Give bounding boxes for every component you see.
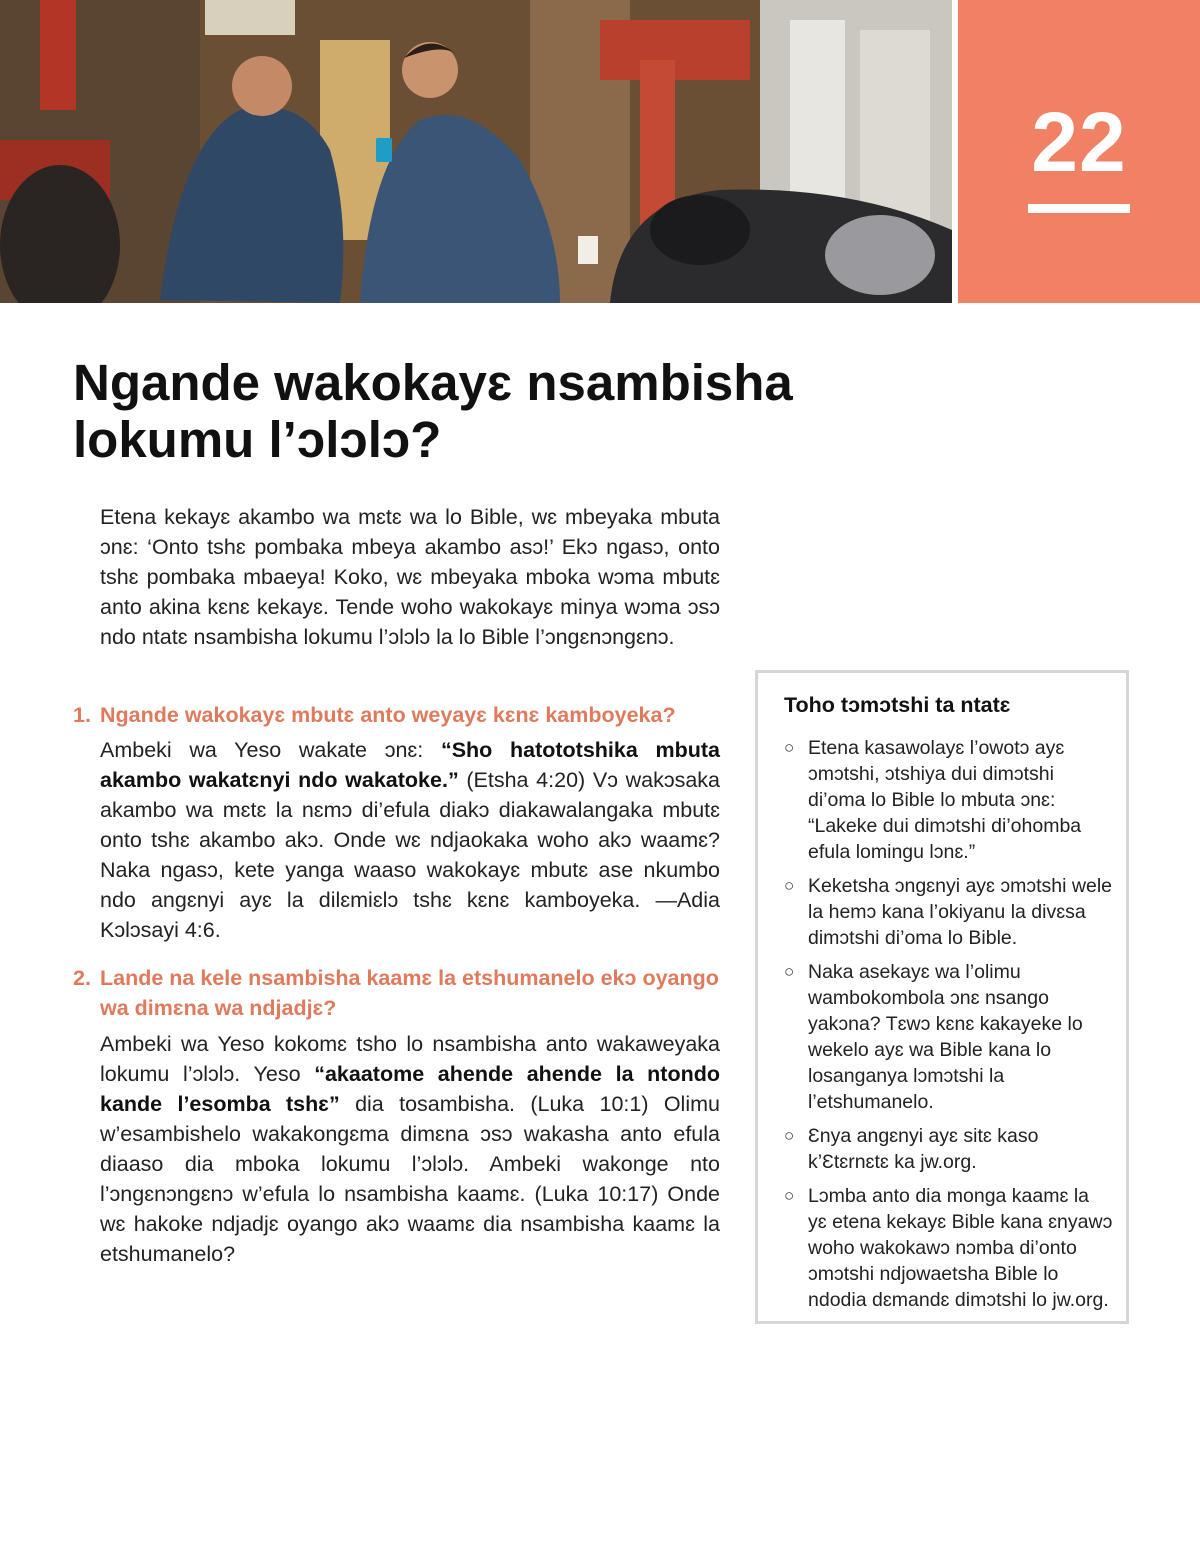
question-1-text: Ngande wakokayɛ mbutɛ anto weyayɛ kɛnɛ kamboyeka? [100,703,676,727]
page-title: Ngande wakokayɛ nsambisha lokumu l’ɔlɔlɔ? [73,354,793,468]
sidebar-list [784,735,1113,1321]
question-1 [73,700,720,730]
sidebar-item-text: Etena kasawolayɛ l’owotɔ ayɛ ɔmɔtshi, ɔtshiya dui dimɔtshi di’oma lo Bible lo mbuta ɔnɛ: “Lakeke dui dimɔtshi di’ohomba efula lomingu lɔnɛ.” [808,737,1082,863]
question-2-text: Lande na kele nsambisha kaamɛ la etshumanelo ekɔ oyango wa dimɛna wa ndjadjɛ? [100,966,719,1020]
answer-2-text-after: dia tosambisha. (Luka 10:1) Olimu w’esambishelo wakakongɛma dimɛna ɔsɔ wakasha anto efula diaaso dia mboka lokumu l’ɔlɔlɔ. Ambeki wakonge nto l’ɔngɛnɔngɛnɔ w’efula lo nsambisha kaamɛ. (Luka 10:17) Onde wɛ hakoke ndjadjɛ oyango akɔ waamɛ dia nsambisha kaamɛ la etshumanelo? [100,1092,720,1266]
bullet-circle-icon: ○ [784,962,795,981]
answer-2-text-before: Ambeki wa Yeso kokomɛ tsho lo nsambisha anto wakaweyaka lokumu l’ɔlɔlɔ. Yeso [100,1032,720,1086]
intro-paragraph: Etena kekayɛ akambo wa mɛtɛ wa lo Bible, wɛ mbeyaka mbuta ɔnɛ: ‘Onto tshɛ pombaka mbeya akambo asɔ!’ Ekɔ ngasɔ, onto tshɛ pombaka mbaeya! Koko, wɛ mbeyaka mboka wɔma mbutɛ anto akina kɛnɛ kekayɛ. Tende woho wakokayɛ minya wɔma ɔsɔ ndo ntatɛ nsambisha lokumu l’ɔlɔlɔ la lo Bible l’ɔngɛnɔngɛnɔ. [100,505,720,649]
answer-1-text-after: (Etsha 4:20) Vɔ wakɔsaka akambo wa mɛtɛ la nɛmɔ di’efula diakɔ diakawalangaka mbutɛ onto tshɛ akambo akɔ. Onde wɛ ndjaokaka woho akɔ waamɛ? Naka ngasɔ, kete yanga waaso wakokayɛ mbutɛ ase nkumbo ndo angɛnyi ayɛ la dilɛmiɛlɔ tshɛ kɛnɛ kamboyeka. —Adia Kɔlɔsayi 4:6. [100,768,721,942]
answer-1-text-before: Ambeki wa Yeso wakate ɔnɛ: [100,738,441,762]
sidebar-item-text: Naka asekayɛ wa l’olimu wambokombola ɔnɛ nsango yakɔna? Tɛwɔ kɛnɛ kakayeke lo wekelo ayɛ wa Bible kana lo losanganya lɔmɔtshi la l’etshumanelo. [808,961,1083,1113]
answer-2-quote: “akaatome ahende ahende la ntondo kande l’esomba tshɛ” [100,1062,721,1116]
sidebar-item-text: Keketsha ɔngɛnyi ayɛ ɔmɔtshi wele la hemɔ kana l’okiyanu la divɛsa dimɔtshi di’oma lo Bible. [808,875,1113,949]
bullet-circle-icon: ○ [784,1126,795,1145]
sidebar-item [784,959,1113,1115]
lesson-number: 22 [1031,95,1127,189]
sidebar-item [784,1123,1113,1175]
hero-photo [0,0,952,303]
sidebar-title: Toho tɔmɔtshi ta ntatɛ [784,693,1011,717]
answer-2-paragraph [100,1029,720,1269]
sidebar-item [784,735,1113,865]
lesson-number-panel [958,0,1200,303]
bullet-circle-icon: ○ [784,876,795,895]
sidebar-item [784,873,1113,951]
sidebar-item-text: Ɛnya angɛnyi ayɛ sitɛ kaso k’Ɛtɛrnɛtɛ ka jw.org. [808,1125,1039,1173]
bullet-circle-icon: ○ [784,1186,795,1205]
question-2-number: 2. [73,966,91,990]
answer-1-quote: “Sho hatototshika mbuta akambo wakatɛnyi ndo wakatoke.” [100,738,720,792]
bullet-circle-icon: ○ [784,738,795,757]
sidebar-item-text: Lɔmba anto dia monga kaamɛ la yɛ etena kekayɛ Bible kana ɛnyawɔ woho wakokawɔ nɔmba di’onto ɔmɔtshi ndjowaetsha Bible lo ndodia dɛmandɛ dimɔtshi lo jw.org. [808,1185,1113,1311]
garage-scene-illustration [0,0,952,303]
answer-1-paragraph [100,735,720,945]
tips-sidebar [755,670,1129,1324]
question-1-number: 1. [73,703,91,727]
sidebar-item [784,1183,1113,1313]
question-2 [73,963,720,1023]
lesson-underline [1028,204,1130,213]
